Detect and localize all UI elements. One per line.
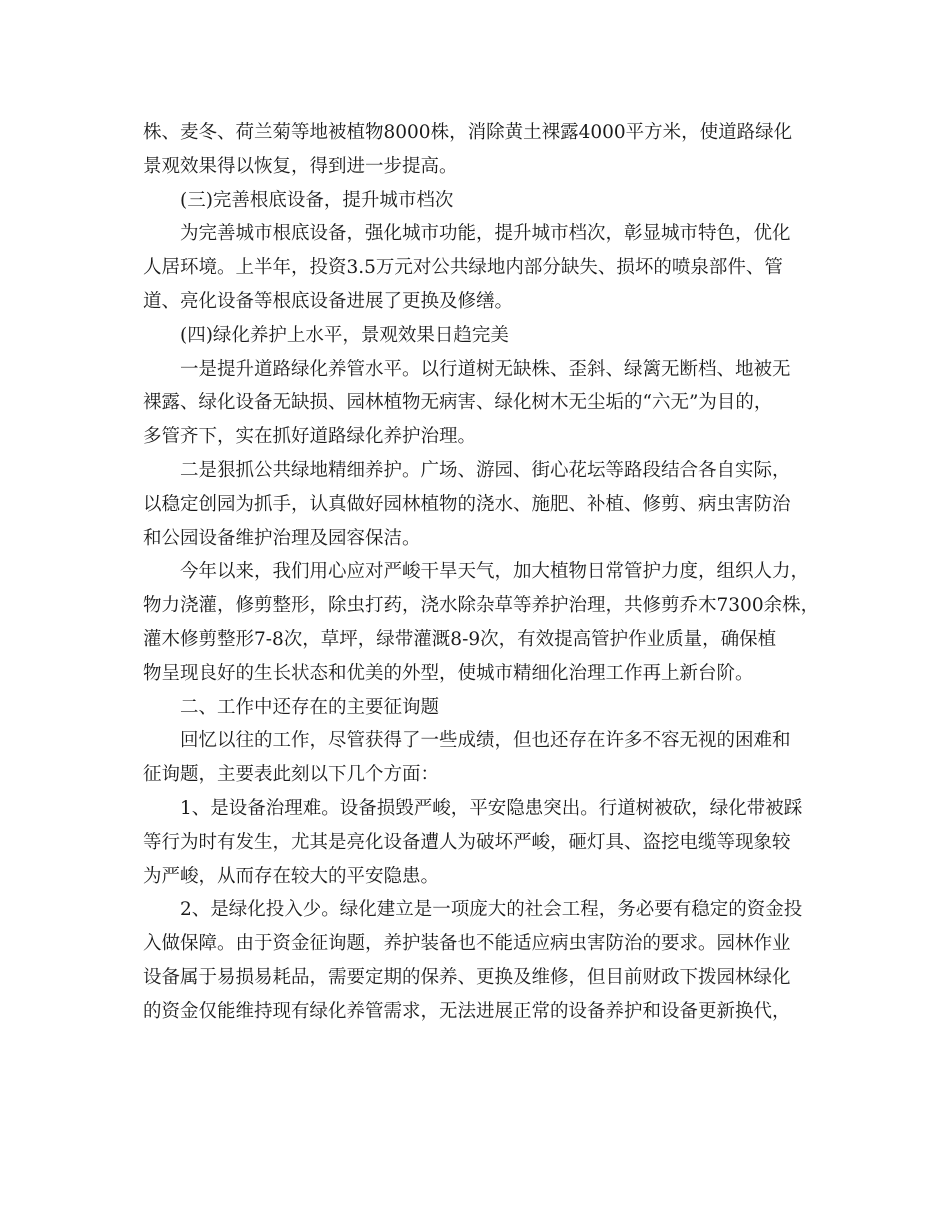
text-line: 景观效果得以恢复，得到进一步提高。 bbox=[143, 155, 458, 177]
text-line: 征询题，主要表此刻以下几个方面： bbox=[143, 764, 440, 786]
text-line: 为严峻，从而存在较大的平安隐患。 bbox=[143, 865, 440, 887]
text-line: 灌木修剪整形7-8次，草坪，绿带灌溉8-9次，有效提高管护作业质量，确保植 bbox=[143, 628, 777, 650]
text-line: 以稳定创园为抓手，认真做好园林植物的浇水、施肥、补植、修剪、病虫害防治 bbox=[143, 493, 791, 515]
text-line: 株、麦冬、荷兰菊等地被植物8000株，消除黄土裸露4000平方米，使道路绿化 bbox=[143, 122, 793, 143]
text-line: 人居环境。上半年，投资3.5万元对公共绿地内部分缺失、损坏的喷泉部件、管 bbox=[143, 257, 783, 279]
text-line: 回忆以往的工作，尽管获得了一些成绩，但也还存在许多不容无视的困难和 bbox=[180, 730, 791, 752]
text-line: 道、亮化设备等根底设备进展了更换及修缮。 bbox=[143, 290, 514, 312]
document-body bbox=[143, 116, 820, 1029]
text-line: 等行为时有发生，尤其是亮化设备遭人为破坏严峻，砸灯具、盗挖电缆等现象较 bbox=[143, 831, 791, 853]
text-line: 为完善城市根底设备，强化城市功能，提升城市档次，彰显城市特色，优化 bbox=[180, 223, 791, 245]
text-line: 2、是绿化投入少。绿化建立是一项庞大的社会工程，务必要有稳定的资金投 bbox=[180, 899, 803, 921]
text-line: (四)绿化养护上水平，景观效果日趋完美 bbox=[180, 324, 509, 346]
text-line: 物力浇灌，修剪整形，除虫打药，浇水除杂草等养护治理，共修剪乔木7300余株， bbox=[143, 595, 820, 617]
text-line: 的资金仅能维持现有绿化养管需求，无法进展正常的设备养护和设备更新换代， bbox=[143, 1000, 791, 1022]
text-line: 入做保障。由于资金征询题，养护装备也不能适应病虫害防治的要求。园林作业 bbox=[143, 933, 791, 955]
text-line: 多管齐下，实在抓好道路绿化养护治理。 bbox=[143, 426, 477, 448]
text-line: 二、工作中还存在的主要征询题 bbox=[180, 696, 440, 718]
text-line: 1、是设备治理难。设备损毁严峻，平安隐患突出。行道树被砍，绿化带被踩 bbox=[180, 797, 803, 819]
text-line: 今年以来，我们用心应对严峻干旱天气，加大植物日常管护力度，组织人力， bbox=[180, 561, 810, 583]
text-line: (三)完善根底设备，提升城市档次 bbox=[180, 189, 454, 211]
text-line: 和公园设备维护治理及园容保洁。 bbox=[143, 527, 421, 549]
text-line: 设备属于易损易耗品，需要定期的保养、更换及维修，但目前财政下拨园林绿化 bbox=[143, 966, 791, 988]
text-line: 一是提升道路绿化养管水平。以行道树无缺株、歪斜、绿篱无断档、地被无 bbox=[180, 358, 791, 380]
text-line: 二是狠抓公共绿地精细养护。广场、游园、街心花坛等路段结合各自实际， bbox=[180, 459, 791, 481]
text-line: 物呈现良好的生长状态和优美的外型，使城市精细化治理工作再上新台阶。 bbox=[143, 662, 754, 684]
text-line: 裸露、绿化设备无缺损、园林植物无病害、绿化树木无尘垢的“六无”为目的， bbox=[143, 392, 773, 414]
